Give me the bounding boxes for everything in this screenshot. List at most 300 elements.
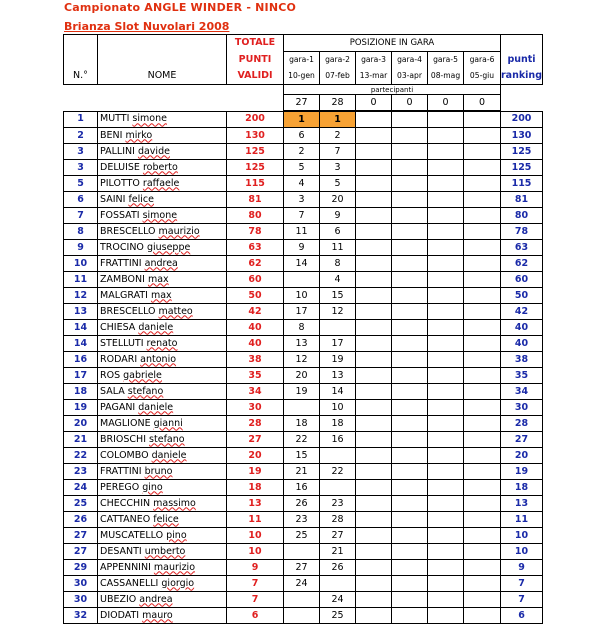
- ranking-cell: 78: [501, 224, 543, 240]
- race-2-result: 10: [320, 400, 356, 416]
- ranking-cell: 125: [501, 160, 543, 176]
- race-1-result: 12: [284, 352, 320, 368]
- position-cell: 18: [64, 384, 98, 400]
- name-cell: [98, 192, 227, 208]
- race-2-result: 13: [320, 368, 356, 384]
- surname: BRESCELLO: [100, 225, 156, 237]
- position-cell: 19: [64, 400, 98, 416]
- points-cell: 81: [227, 192, 284, 208]
- race-6-result: [464, 111, 501, 128]
- surname: SAINI: [100, 193, 126, 205]
- name-cell: [98, 480, 227, 496]
- race-2-result: 9: [320, 208, 356, 224]
- race-5-label: gara-5: [428, 52, 464, 69]
- spacer-cell: [64, 85, 98, 95]
- race-3-result: [356, 176, 392, 192]
- name-cell: [98, 400, 227, 416]
- race-5-result: [428, 288, 464, 304]
- race-3-label: gara-3: [356, 52, 392, 69]
- race-5-result: [428, 560, 464, 576]
- first-name: simone: [132, 113, 167, 125]
- table-row: [64, 320, 543, 336]
- ranking-cell: 63: [501, 240, 543, 256]
- race-4-result: [392, 111, 428, 128]
- name-cell: [98, 512, 227, 528]
- race-1-result: 15: [284, 448, 320, 464]
- race-4-date: 03-apr: [392, 68, 428, 85]
- spacer-cell: [501, 85, 543, 95]
- first-name: matteo: [158, 305, 193, 317]
- race-5-result: [428, 464, 464, 480]
- first-name: simone: [142, 209, 178, 221]
- name-cell: [98, 304, 227, 320]
- name-cell: [98, 320, 227, 336]
- ranking-cell: 62: [501, 256, 543, 272]
- ranking-cell: 10: [501, 544, 543, 560]
- table-row: [64, 304, 543, 320]
- race-4-result: [392, 144, 428, 160]
- position-cell: 22: [64, 448, 98, 464]
- name-header-top: [98, 35, 227, 52]
- race-4-result: [392, 416, 428, 432]
- ranking-cell: 6: [501, 608, 543, 624]
- race-6-result: [464, 352, 501, 368]
- race-4-result: [392, 304, 428, 320]
- table-row: [64, 288, 543, 304]
- first-name: umberto: [144, 545, 186, 557]
- race-6-result: [464, 544, 501, 560]
- race-5-result: [428, 416, 464, 432]
- position-cell: 27: [64, 544, 98, 560]
- table-row: [64, 416, 543, 432]
- race-6-result: [464, 224, 501, 240]
- race-1-participants: 27: [284, 95, 320, 112]
- posizione-header: POSIZIONE IN GARA: [284, 35, 501, 52]
- ranking-cell: 200: [501, 111, 543, 128]
- race-2-result: 24: [320, 592, 356, 608]
- spacer-cell: [227, 95, 284, 112]
- table-row: [64, 192, 543, 208]
- ranking-cell: 34: [501, 384, 543, 400]
- race-6-result: [464, 208, 501, 224]
- race-6-result: [464, 368, 501, 384]
- first-name: raffaele: [142, 177, 180, 189]
- table-row: [64, 208, 543, 224]
- surname: RODARI: [100, 353, 138, 365]
- position-cell: 30: [64, 592, 98, 608]
- race-6-result: [464, 528, 501, 544]
- num-header-top: [64, 35, 98, 52]
- totale-header: TOTALE: [227, 35, 284, 52]
- table-row: [64, 576, 543, 592]
- race-2-result: 4: [320, 272, 356, 288]
- race-3-result: [356, 160, 392, 176]
- surname: MAGLIONE: [100, 417, 151, 429]
- race-4-result: [392, 352, 428, 368]
- standings-body: [64, 35, 543, 624]
- surname: MUTTI: [100, 113, 130, 125]
- position-cell: 14: [64, 320, 98, 336]
- name-cell: [98, 256, 227, 272]
- race-6-result: [464, 144, 501, 160]
- table-row: [64, 400, 543, 416]
- race-2-result: 27: [320, 528, 356, 544]
- table-row: [64, 608, 543, 624]
- position-cell: 26: [64, 512, 98, 528]
- table-row: [64, 256, 543, 272]
- race-5-result: [428, 496, 464, 512]
- race-1-result: [284, 544, 320, 560]
- surname: BRESCELLO: [100, 305, 156, 317]
- race-4-result: [392, 576, 428, 592]
- surname: BENI: [100, 129, 123, 141]
- points-cell: 130: [227, 128, 284, 144]
- race-6-result: [464, 560, 501, 576]
- race-6-result: [464, 464, 501, 480]
- points-cell: 80: [227, 208, 284, 224]
- race-1-result: 26: [284, 496, 320, 512]
- race-6-result: [464, 416, 501, 432]
- surname: DELUISE: [100, 161, 140, 173]
- race-4-result: [392, 560, 428, 576]
- surname: CHECCHIN: [100, 497, 151, 509]
- race-5-result: [428, 352, 464, 368]
- name-cell: [98, 528, 227, 544]
- race-2-result: 21: [320, 544, 356, 560]
- race-3-result: [356, 560, 392, 576]
- surname: PALLINI: [100, 145, 135, 157]
- race-5-result: [428, 208, 464, 224]
- points-cell: 125: [227, 144, 284, 160]
- race-1-result: 7: [284, 208, 320, 224]
- race-6-result: [464, 272, 501, 288]
- first-name: gabriele: [123, 369, 162, 381]
- race-5-result: [428, 176, 464, 192]
- points-cell: 7: [227, 592, 284, 608]
- first-name: stefano: [127, 385, 164, 397]
- points-cell: 34: [227, 384, 284, 400]
- ranking-cell: 11: [501, 512, 543, 528]
- first-name: daniele: [151, 449, 187, 461]
- race-4-result: [392, 480, 428, 496]
- race-2-participants: 28: [320, 95, 356, 112]
- race-6-result: [464, 512, 501, 528]
- points-cell: 78: [227, 224, 284, 240]
- position-cell: 1: [64, 111, 98, 128]
- ranking-cell: 10: [501, 528, 543, 544]
- race-2-result: [320, 448, 356, 464]
- race-6-result: [464, 480, 501, 496]
- document-subtitle: Brianza Slot Nuvolari 2008: [64, 20, 230, 33]
- table-row: [64, 240, 543, 256]
- points-cell: 115: [227, 176, 284, 192]
- ranking-cell: 30: [501, 400, 543, 416]
- first-name: daniele: [138, 401, 174, 413]
- race-5-result: [428, 224, 464, 240]
- ranking-cell: 7: [501, 576, 543, 592]
- race-1-result: 13: [284, 336, 320, 352]
- race-1-result: [284, 592, 320, 608]
- surname: COLOMBO: [100, 449, 149, 461]
- ranking-cell: 130: [501, 128, 543, 144]
- race-4-result: [392, 496, 428, 512]
- first-name: massimo: [153, 497, 196, 509]
- position-cell: 12: [64, 288, 98, 304]
- name-cell: [98, 608, 227, 624]
- position-cell: 25: [64, 496, 98, 512]
- race-5-result: [428, 544, 464, 560]
- race-3-result: [356, 592, 392, 608]
- surname: DESANTI: [100, 545, 142, 557]
- table-row: [64, 384, 543, 400]
- race-5-result: [428, 304, 464, 320]
- points-cell: 13: [227, 496, 284, 512]
- race-1-result: 19: [284, 384, 320, 400]
- ranking-cell: 125: [501, 144, 543, 160]
- name-cell: [98, 160, 227, 176]
- race-6-result: [464, 176, 501, 192]
- race-2-result: 8: [320, 256, 356, 272]
- position-cell: 24: [64, 480, 98, 496]
- position-cell: 20: [64, 416, 98, 432]
- race-6-result: [464, 304, 501, 320]
- race-1-result: 1: [284, 111, 320, 128]
- race-1-result: 6: [284, 128, 320, 144]
- race-4-result: [392, 208, 428, 224]
- first-name: renato: [146, 337, 178, 349]
- race-1-result: 17: [284, 304, 320, 320]
- first-name: bruno: [144, 465, 173, 477]
- race-1-result: 5: [284, 160, 320, 176]
- surname: FRATTINI: [100, 465, 142, 477]
- race-6-result: [464, 256, 501, 272]
- position-cell: 32: [64, 608, 98, 624]
- points-cell: 9: [227, 560, 284, 576]
- name-cell: [98, 560, 227, 576]
- race-4-result: [392, 432, 428, 448]
- table-row: [64, 128, 543, 144]
- race-1-result: 8: [284, 320, 320, 336]
- race-4-result: [392, 288, 428, 304]
- race-6-label: gara-6: [464, 52, 501, 69]
- name-cell: [98, 576, 227, 592]
- name-cell: [98, 240, 227, 256]
- points-cell: 18: [227, 480, 284, 496]
- race-1-result: 22: [284, 432, 320, 448]
- first-name: mauro: [142, 609, 173, 621]
- points-cell: 20: [227, 448, 284, 464]
- table-row: [64, 352, 543, 368]
- race-2-result: 6: [320, 224, 356, 240]
- race-4-result: [392, 528, 428, 544]
- race-4-result: [392, 128, 428, 144]
- race-3-result: [356, 496, 392, 512]
- race-3-result: [356, 208, 392, 224]
- ranking-cell: 60: [501, 272, 543, 288]
- race-4-label: gara-4: [392, 52, 428, 69]
- race-3-result: [356, 448, 392, 464]
- surname: STELLUTI: [100, 337, 144, 349]
- name-cell: [98, 288, 227, 304]
- race-3-result: [356, 288, 392, 304]
- race-3-result: [356, 512, 392, 528]
- race-2-result: 15: [320, 288, 356, 304]
- points-cell: 27: [227, 432, 284, 448]
- position-cell: 17: [64, 368, 98, 384]
- surname: FOSSATI: [100, 209, 140, 221]
- ranking-cell: 38: [501, 352, 543, 368]
- table-row: [64, 272, 543, 288]
- first-name: felice: [128, 193, 154, 205]
- race-5-result: [428, 320, 464, 336]
- first-name: pino: [166, 529, 187, 541]
- ranking-cell: 18: [501, 480, 543, 496]
- first-name: felice: [153, 513, 179, 525]
- race-2-result: [320, 480, 356, 496]
- name-cell: [98, 208, 227, 224]
- race-2-result: 16: [320, 432, 356, 448]
- race-1-result: [284, 272, 320, 288]
- race-1-result: 11: [284, 224, 320, 240]
- race-2-result: [320, 320, 356, 336]
- ranking-cell: 19: [501, 464, 543, 480]
- position-cell: 3: [64, 144, 98, 160]
- points-cell: 125: [227, 160, 284, 176]
- first-name: daniele: [138, 321, 174, 333]
- race-3-result: [356, 320, 392, 336]
- first-name: antonio: [140, 353, 177, 365]
- race-3-result: [356, 128, 392, 144]
- race-6-result: [464, 576, 501, 592]
- race-6-result: [464, 432, 501, 448]
- surname: BRIOSCHI: [100, 433, 147, 445]
- surname: CHIESA: [100, 321, 136, 333]
- name-cell: [98, 224, 227, 240]
- race-5-result: [428, 608, 464, 624]
- ranking-cell: 27: [501, 432, 543, 448]
- race-4-result: [392, 320, 428, 336]
- race-4-result: [392, 448, 428, 464]
- race-4-result: [392, 608, 428, 624]
- table-row: [64, 560, 543, 576]
- points-cell: 63: [227, 240, 284, 256]
- table-row: [64, 368, 543, 384]
- race-1-result: 4: [284, 176, 320, 192]
- points-cell: 19: [227, 464, 284, 480]
- race-3-result: [356, 192, 392, 208]
- surname: TROCINO: [100, 241, 144, 253]
- race-1-result: [284, 400, 320, 416]
- race-2-result: 7: [320, 144, 356, 160]
- race-5-result: [428, 368, 464, 384]
- name-cell: [98, 368, 227, 384]
- ranking-cell: 9: [501, 560, 543, 576]
- race-5-result: [428, 144, 464, 160]
- surname: DIODATI: [100, 609, 140, 621]
- points-cell: 10: [227, 544, 284, 560]
- race-3-result: [356, 608, 392, 624]
- surname: MALGRATI: [100, 289, 148, 301]
- race-4-result: [392, 464, 428, 480]
- race-3-result: [356, 352, 392, 368]
- race-6-result: [464, 384, 501, 400]
- race-1-result: 14: [284, 256, 320, 272]
- race-5-result: [428, 512, 464, 528]
- name-cell: [98, 336, 227, 352]
- first-name: roberto: [142, 161, 178, 173]
- ranking-cell: 20: [501, 448, 543, 464]
- race-4-result: [392, 160, 428, 176]
- name-header-mid: [98, 52, 227, 69]
- name-cell: [98, 272, 227, 288]
- surname: ROS: [100, 369, 121, 381]
- race-2-result: 17: [320, 336, 356, 352]
- position-cell: 14: [64, 336, 98, 352]
- race-1-result: 24: [284, 576, 320, 592]
- race-2-result: 12: [320, 304, 356, 320]
- surname: SALA: [100, 385, 125, 397]
- race-1-result: 23: [284, 512, 320, 528]
- race-5-result: [428, 256, 464, 272]
- name-cell: [98, 128, 227, 144]
- surname: CASSANELLI: [100, 577, 159, 589]
- ranking-cell: 13: [501, 496, 543, 512]
- race-2-result: 3: [320, 160, 356, 176]
- points-cell: 40: [227, 336, 284, 352]
- first-name: andrea: [139, 593, 173, 605]
- surname: UBEZIO: [100, 593, 137, 605]
- table-row: [64, 176, 543, 192]
- points-cell: 11: [227, 512, 284, 528]
- table-row: [64, 111, 543, 128]
- position-cell: 6: [64, 192, 98, 208]
- points-cell: 42: [227, 304, 284, 320]
- spacer-cell: [98, 95, 227, 112]
- position-cell: 23: [64, 464, 98, 480]
- race-2-result: 14: [320, 384, 356, 400]
- race-4-result: [392, 384, 428, 400]
- race-3-result: [356, 304, 392, 320]
- position-cell: 9: [64, 240, 98, 256]
- race-2-result: 1: [320, 111, 356, 128]
- num-header: N.°: [64, 68, 98, 85]
- position-cell: 29: [64, 560, 98, 576]
- table-row: [64, 528, 543, 544]
- race-4-result: [392, 512, 428, 528]
- table-row: [64, 512, 543, 528]
- position-cell: 7: [64, 208, 98, 224]
- surname: PILOTTO: [100, 177, 140, 189]
- table-row: [64, 544, 543, 560]
- race-6-result: [464, 496, 501, 512]
- first-name: davide: [137, 145, 170, 157]
- race-6-result: [464, 288, 501, 304]
- points-cell: 30: [227, 400, 284, 416]
- race-6-result: [464, 240, 501, 256]
- race-6-result: [464, 128, 501, 144]
- first-name: gianni: [153, 417, 183, 429]
- table-row: [64, 432, 543, 448]
- table-row: [64, 448, 543, 464]
- name-cell: [98, 544, 227, 560]
- race-4-result: [392, 272, 428, 288]
- surname: CATTANEO: [100, 513, 151, 525]
- spacer-cell: [64, 95, 98, 112]
- name-cell: [98, 111, 227, 128]
- race-2-result: 11: [320, 240, 356, 256]
- spacer-cell: [227, 85, 284, 95]
- race-2-result: 28: [320, 512, 356, 528]
